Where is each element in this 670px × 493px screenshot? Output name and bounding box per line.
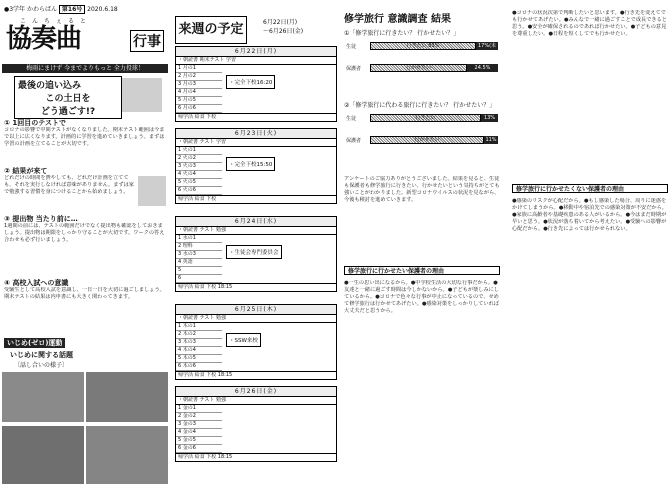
period-row: 6 [176,275,222,283]
slogan-band: 梅雨にまけず 今までよりもっと 全力投球！ [2,64,168,73]
period-row: 3 金の3 [176,421,222,429]
newsletter-title: 協奏曲 [6,24,82,54]
reasons-no-text: ●感染のリスクが心配だから。●もし感染した場合、周りに迷惑をかけてしまうから。●移動中や宿泊先での感染対策が不安だから。●家族に高齢者や基礎疾患のある人がいるから。●今はまだ時期が早いと思う。●状況が落ち着いてから考えたい。●受験への影響が心配だから。●行き先によっては行かせられない。 [512,198,667,232]
reasons-yes-heading: 修学旅行に行かせたい保護者の理由 [344,266,500,275]
period-row: 5 火の5 [176,179,222,187]
day-subtitle: ・朝読書 テスト 勉強 [176,227,336,235]
day-note: ・SSW来校 [226,333,261,347]
period-row: 6 木の6 [176,363,222,371]
period-row: 1 月の1 [176,65,222,73]
day-block [175,216,337,292]
period-row: 1 金の1 [176,405,222,413]
period-row: 4 火の4 [176,171,222,179]
period-row: 1 木の1 [176,323,222,331]
period-row: 2 理科 [176,243,222,251]
day-heading: 6月26日(金) [176,387,336,397]
photo-discussion-4 [86,426,168,484]
period-row: 2 火の2 [176,155,222,163]
period-row: 4 木の4 [176,347,222,355]
sleeping-illustration [138,176,166,206]
period-row: 3 火の3 [176,163,222,171]
headline-box [14,76,122,119]
period-row: 5 木の5 [176,355,222,363]
section-2-title: ② 結果が来て [4,167,48,175]
ijime-subtitle: いじめに関する話題 [10,351,73,359]
reasons-yes-text: ●一生の思い出になるから。●中学校生活の大切な行事だから。●友達と一緒に過ごす時間は今しかないから。●子どもが楽しみにしているから。●コロナで色々な行事が中止になっているので、せめて修学旅行は行かせてあげたい。●感染対策をしっかりしていれば大丈夫だと思うから。 [344,280,499,314]
survey-summary: アンケートのご協力ありがとうございました。結果を見ると、生徒も保護者も修学旅行に行きたい、行かせたいという気持ちがとても強いことがわかりました。新型コロナウイルスの状況を見ながら、今後も検討を進めていきます。 [344,176,500,203]
headline-3: どう過ごす!? [40,107,96,117]
period-row: 5 [176,267,222,275]
issue-number: 第16号 [59,5,85,14]
survey-bar [370,136,498,144]
bar-segment-yes: 行きたい 83% [370,42,476,50]
day-heading: 6月23日(火) [176,129,336,139]
bar-segment-yes: 行かせたい [370,136,484,144]
section-4-title: ④ 高校入試への意識 [4,279,69,287]
day-note: ・完全下校16:20 [226,75,275,89]
day-block [175,386,337,462]
day-subtitle: ・朝読書 テスト 勉強 [176,315,336,323]
reasons-yes-continued: ●コロナの状況次第で判断したいと思います。●行き先を変えてでも行かせてあげたい。●みんなで一緒に過ごすことで成長できると思う。●安全が確保されるのであれば行かせたい。●子どもの意見を尊重したい。●日程を短くしてでも行かせたい。 [512,10,667,37]
period-row: 3 水の3 [176,251,222,259]
day-subtitle: ・朝読書 期末テスト 学習 [176,57,336,65]
schedule-range: 6月22日(月) 〜6月26日(金) [263,19,304,35]
day-footer: 帰学活 給食 下校 [176,195,336,203]
title-kana: こんちぇると [20,18,93,25]
bar-label: 生徒 [346,116,357,122]
section-3-title: ③ 提出物 当たり前に… [4,215,78,223]
photo-discussion-1 [2,372,84,422]
period-row: 2 金の2 [176,413,222,421]
column-newsletter [0,0,170,493]
period-row: 2 木の2 [176,331,222,339]
period-row: 2 月の2 [176,73,222,81]
period-row: 5 月の5 [176,97,222,105]
bar-segment-other: 13% [481,114,498,122]
period-row: 1 水の1 [176,235,222,243]
period-row: 4 金の4 [176,429,222,437]
day-note: ・生徒会専門委員会 [226,245,282,259]
header-line [4,4,118,13]
column-survey [342,0,507,493]
ijime-caption: 〔話し合いの様子〕 [14,362,69,369]
day-subtitle: ・朝読書 テスト 学習 [176,139,336,147]
bar-segment-yes: 行きたい [370,114,481,122]
period-row: 5 金の5 [176,437,222,445]
bar-label: 保護者 [346,66,362,72]
survey-title: 修学旅行 意識調査 結果 [344,14,451,25]
column-reasons [510,0,670,493]
bar-segment-other: 24.5% [467,64,498,72]
school-name: ●3学年 かわらばん [4,6,57,13]
day-footer: 帰学活 給食 下校 18:15 [176,453,336,461]
day-block [175,128,337,204]
bar-segment-other: 17%(未定) [477,43,497,57]
study-illustration [122,78,162,112]
period-row: 6 月の6 [176,105,222,113]
section-1-title: ① 1回目のテストで [4,119,66,127]
photo-discussion-3 [2,426,84,484]
headline-1: 最後の追い込み [18,81,82,91]
section-3-text: 1週間の前には、テストの範囲だけでなく提出物も確認をしておきましょう。提出物は期限をしっかり守ることが大切です。ワークの答え合わせも必ず行いましょう。 [4,223,165,243]
day-block [175,304,337,380]
bar-label: 保護者 [346,138,362,144]
day-footer: 帰学活 給食 下校 [176,113,336,121]
period-row: 1 火の1 [176,147,222,155]
bar-label: 生徒 [346,44,357,50]
period-row: 4 英語 [176,259,222,267]
question-2: ②「修学旅行に代わる旅行に行きたい？ 行かせたい？」 [344,102,496,109]
day-heading: 6月24日(水) [176,217,336,227]
newsletter-subtitle: 行事 [130,30,164,52]
photo-discussion-2 [86,372,168,422]
day-block [175,46,337,122]
question-1: ①「修学旅行に行きたい？ 行かせたい？」 [344,30,460,37]
survey-bar [370,64,498,72]
day-heading: 6月22日(月) [176,47,336,57]
schedule-title: 来週の予定 [175,16,247,44]
column-schedule [173,0,338,493]
section-2-text: どれだけの時間を費やしても、どれだけ計画を立てても、それを実行しなければ意味がありません。まずは家で勉強する習慣を身につけることから始めましょう。 [4,175,134,195]
bar-segment-other: 11% [485,137,497,143]
day-heading: 6月25日(木) [176,305,336,315]
period-row: 6 火の6 [176,187,222,195]
day-footer: 帰学活 給食 下校 18:15 [176,371,336,379]
section-1-text: コロナの影響で中間テストがなくなりました。期末テスト範囲は今まで以上に広くなります。計画的に学習を進めていきましょう。まずは学習の計画を立てることが大切です。 [4,127,165,147]
survey-bar [370,42,498,57]
reasons-no-heading: 修学旅行に行かせたくない保護者の理由 [512,184,668,193]
day-subtitle: ・朝読書 テスト 勉強 [176,397,336,405]
survey-bar [370,114,498,122]
period-row: 6 金の6 [176,445,222,453]
period-row: 3 木の3 [176,339,222,347]
bar-segment-yes: 行かせたい [370,64,467,72]
issue-date: 2020.6.18 [87,6,118,13]
period-row: 3 月の3 [176,81,222,89]
headline-2: この土日を [45,94,91,104]
masthead [6,18,166,60]
ijime-title: いじめ(ゼロ)運動 [4,338,65,348]
period-row: 4 月の4 [176,89,222,97]
section-4-text: 受験生として高校入試を意識し、一日一日を大切に過ごしましょう。期末テストの結果は内申書にも大きく関わってきます。 [4,287,165,300]
day-footer: 帰学活 給食 下校 18:15 [176,283,336,291]
day-note: ・完全下校15:50 [226,157,275,171]
